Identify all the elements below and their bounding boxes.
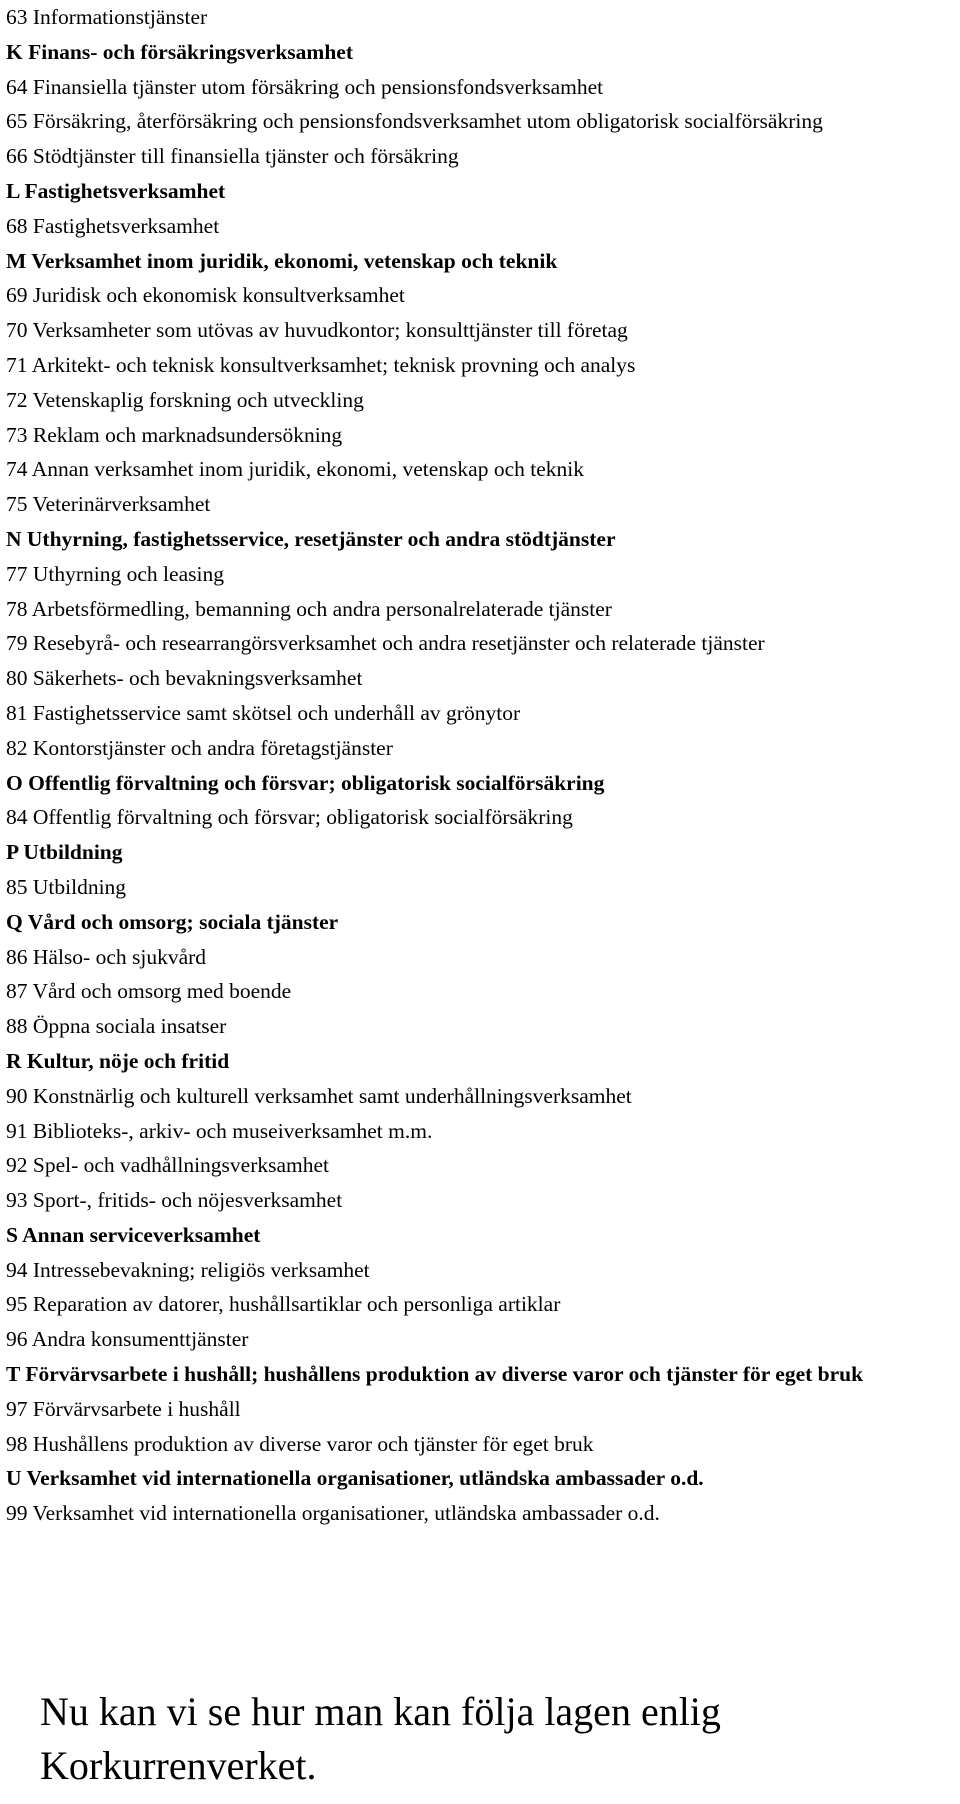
section-heading: P Utbildning [6, 840, 123, 865]
section-heading: R Kultur, nöje och fritid [6, 1048, 230, 1073]
section-heading: K Finans- och försäkringsverksamhet [6, 39, 353, 64]
list-item: 87 Vård och omsorg med boende [6, 979, 292, 1004]
list-item: 99 Verksamhet vid internationella organisationer, utländska ambassader o.d. [6, 1501, 660, 1526]
list-item: 80 Säkerhets- och bevakningsverksamhet [6, 666, 363, 691]
list-item: 88 Öppna sociala insatser [6, 1014, 227, 1039]
list-item: 85 Utbildning [6, 874, 127, 899]
list-item: 66 Stödtjänster till finansiella tjänster och försäkring [6, 144, 459, 169]
list-item: 69 Juridisk och ekonomisk konsultverksamhet [6, 283, 405, 308]
list-item: 74 Annan verksamhet inom juridik, ekonomi, vetenskap och teknik [6, 457, 585, 482]
list-item: 65 Försäkring, återförsäkring och pensionsfondsverksamhet utom obligatorisk socialförsäkring [6, 109, 823, 134]
list-item: 96 Andra konsumenttjänster [6, 1327, 249, 1352]
list-item: 94 Intressebevakning; religiös verksamhet [6, 1257, 370, 1282]
section-heading: L Fastighetsverksamhet [6, 178, 226, 203]
list-item: 90 Konstnärlig och kulturell verksamhet samt underhållningsverksamhet [6, 1083, 632, 1108]
list-item: 86 Hälso- och sjukvård [6, 944, 207, 969]
list-item: 75 Veterinärverksamhet [6, 492, 211, 517]
list-item: 95 Reparation av datorer, hushållsartiklar och personliga artiklar [6, 1292, 561, 1317]
section-heading: U Verksamhet vid internationella organisationer, utländska ambassader o.d. [6, 1466, 704, 1491]
list-item: 81 Fastighetsservice samt skötsel och underhåll av grönytor [6, 700, 521, 725]
list-item: 93 Sport-, fritids- och nöjesverksamhet [6, 1188, 343, 1213]
list-item: 78 Arbetsförmedling, bemanning och andra personalrelaterade tjänster [6, 596, 612, 621]
list-item: 77 Uthyrning och leasing [6, 561, 224, 586]
closing-statement: Nu kan vi se hur man kan följa lagen enlig Korkurrenverket. [40, 1689, 721, 1788]
section-heading: S Annan serviceverksamhet [6, 1222, 261, 1247]
list-item: 98 Hushållens produktion av diverse varor och tjänster för eget bruk [6, 1431, 594, 1456]
section-heading: T Förvärvsarbete i hushåll; hushållens produktion av diverse varor och tjänster för eget bruk [6, 1362, 864, 1387]
list-item: 64 Finansiella tjänster utom försäkring och pensionsfondsverksamhet [6, 74, 604, 99]
list-item: 82 Kontorstjänster och andra företagstjänster [6, 735, 393, 760]
list-item: 97 Förvärvsarbete i hushåll [6, 1396, 241, 1421]
document-body [6, 0, 951, 1531]
list-item: 91 Biblioteks-, arkiv- och museiverksamhet m.m. [6, 1118, 433, 1143]
list-item: 63 Informationstjänster [6, 5, 208, 29]
section-heading: O Offentlig förvaltning och försvar; obligatorisk socialförsäkring [6, 770, 605, 795]
list-item: 72 Vetenskaplig forskning och utveckling [6, 387, 364, 412]
list-item: 79 Resebyrå- och researrangörsverksamhet och andra resetjänster och relaterade tjänster [6, 631, 765, 656]
list-item: 92 Spel- och vadhållningsverksamhet [6, 1153, 330, 1178]
section-heading: N Uthyrning, fastighetsservice, resetjänster och andra stödtjänster [6, 526, 616, 551]
section-heading: Q Vård och omsorg; sociala tjänster [6, 909, 339, 934]
list-item: 73 Reklam och marknadsundersökning [6, 422, 343, 447]
list-item: 70 Verksamheter som utövas av huvudkontor; konsulttjänster till företag [6, 318, 628, 343]
list-item: 84 Offentlig förvaltning och försvar; obligatorisk socialförsäkring [6, 805, 573, 830]
list-item: 71 Arkitekt- och teknisk konsultverksamhet; teknisk provning och analys [6, 352, 636, 377]
list-item: 68 Fastighetsverksamhet [6, 213, 220, 238]
section-heading: M Verksamhet inom juridik, ekonomi, vetenskap och teknik [6, 248, 558, 273]
industry-classification-list [6, 0, 951, 1531]
